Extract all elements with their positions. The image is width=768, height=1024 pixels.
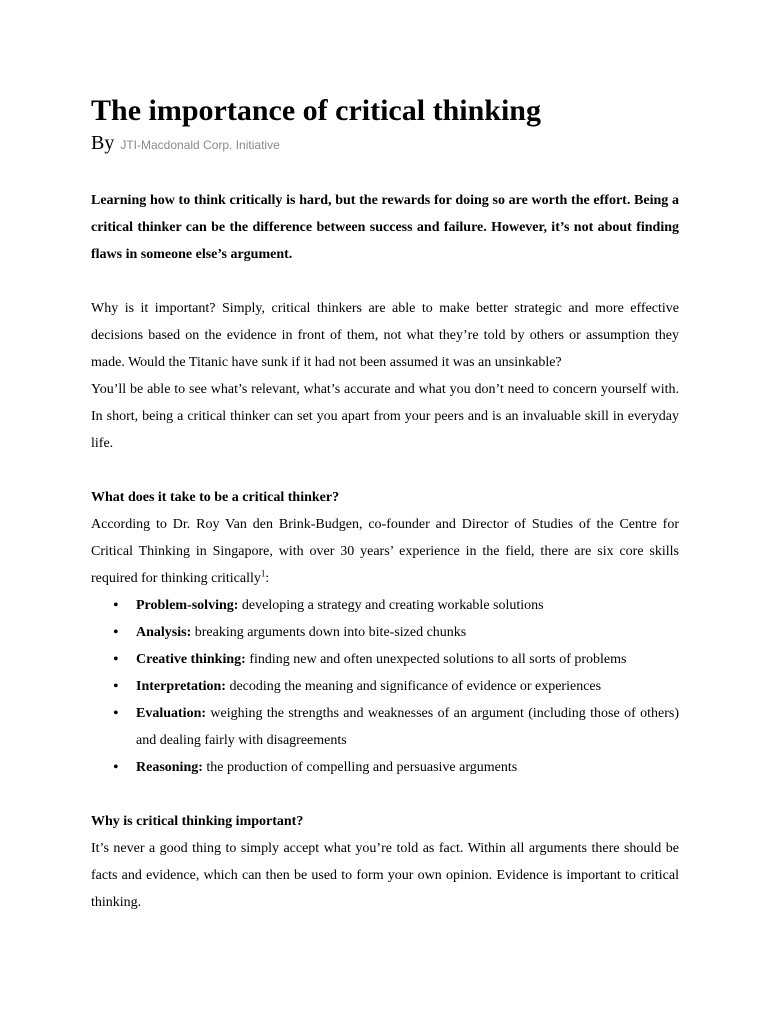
list-item-interpretation [91,673,679,700]
list-item-problem-solving [91,592,679,619]
paragraph-skills-intro [91,511,679,592]
list-item-creative-thinking [91,646,679,673]
skills-list [91,592,679,781]
skills-intro-colon: : [265,571,270,586]
byline [91,130,679,158]
paragraph-why-important: Why is it important? Simply, critical thinkers are able to make better strategic and more effective decisions based on the evidence in front of them, not what they’re told by others or assumption they made. Would the Titanic have sunk if it had not been assumed it was an unsinkable? [91,301,679,370]
section-heading-critical-thinker: What does it take to be a critical thinker? [91,490,340,505]
list-item-evaluation [91,700,679,754]
lead-paragraph: Learning how to think critically is hard, but the rewards for doing so are worth the effort. Being a critical thinker can be the difference between success and failure. However, it’s not about finding flaws in someone else’s argument. [91,193,679,262]
skill-term: Problem-solving: [136,598,239,613]
skill-term: Reasoning: [136,760,203,775]
skill-term: Analysis: [136,625,192,640]
document-page [91,92,679,916]
list-item-reasoning [91,754,679,781]
footnote-marker: 1 [260,568,266,579]
byline-author: JTI-Macdonald Corp. Initiative [120,138,280,152]
skill-description: decoding the meaning and significance of evidence or experiences [225,679,602,694]
skill-description: the production of compelling and persuasive arguments [202,760,518,775]
skill-description: developing a strategy and creating workable solutions [238,598,544,613]
skill-description: finding new and often unexpected solutions to all sorts of problems [245,652,627,667]
document-title: The importance of critical thinking [91,94,541,127]
list-item-analysis [91,619,679,646]
skill-description: weighing the strengths and weaknesses of an argument (including those of others) and dealing fairly with disagreements [136,706,679,748]
skill-term: Creative thinking: [136,652,246,667]
paragraph-evidence: It’s never a good thing to simply accept what you’re told as fact. Within all arguments there should be facts and evidence, which can then be used to form your own opinion. Evidence is important to critical thinking. [91,841,679,910]
skill-term: Interpretation: [136,679,226,694]
skill-description: breaking arguments down into bite-sized chunks [191,625,467,640]
section-heading-why-important: Why is critical thinking important? [91,814,304,829]
skill-term: Evaluation: [136,706,207,721]
paragraph-relevance: You’ll be able to see what’s relevant, what’s accurate and what you don’t need to concern yourself with. In short, being a critical thinker can set you apart from your peers and is an invaluable skill in everyday life. [91,382,679,451]
skills-intro-text: According to Dr. Roy Van den Brink-Budgen, co-founder and Director of Studies of the Centre for Critical Thinking in Singapore, with over 30 years’ experience in the field, there are six core skills required for thinking critically [91,517,679,586]
byline-by: By [91,132,115,154]
